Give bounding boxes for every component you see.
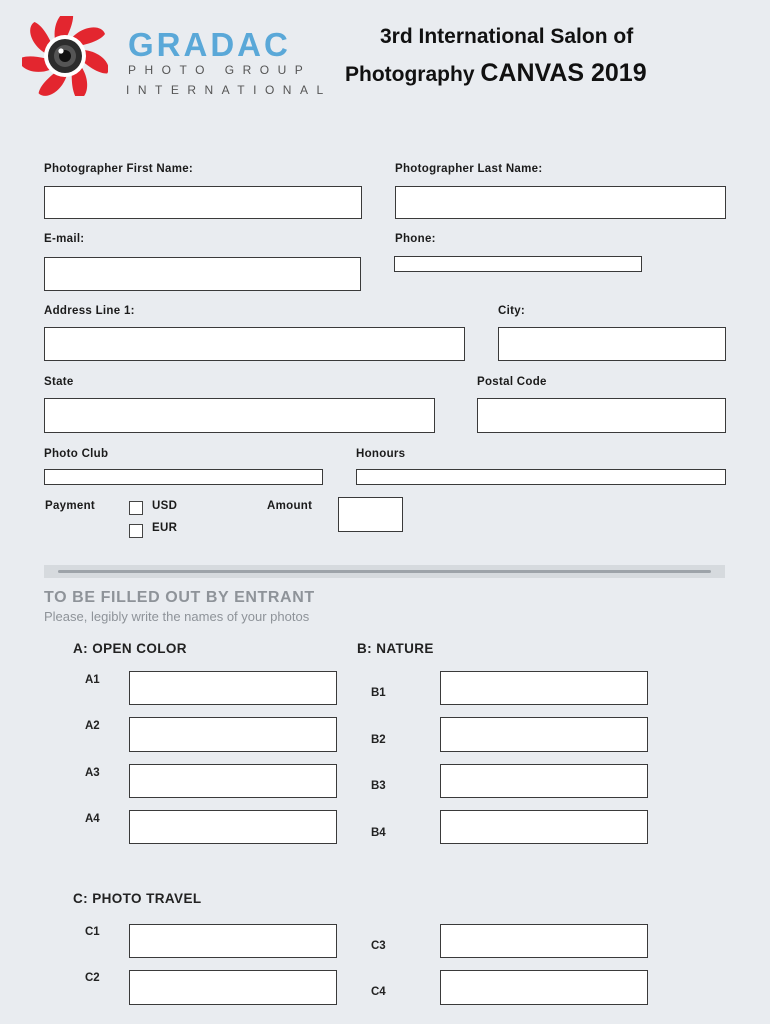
entry-field-c2[interactable] (129, 970, 337, 1005)
state-label: State (44, 376, 74, 388)
page-title-line2 (345, 59, 647, 88)
entry-field-c1[interactable] (129, 924, 337, 958)
entry-code-a3: A3 (85, 767, 100, 779)
entry-code-a2: A2 (85, 720, 100, 732)
entrant-section-subtitle: Please, legibly write the names of your photos (44, 609, 310, 624)
title-salon-name: CANVAS 2019 (480, 59, 647, 87)
aperture-logo-icon (22, 16, 108, 96)
entry-field-b4[interactable] (440, 810, 648, 844)
state-field[interactable] (44, 398, 435, 433)
last-name-label: Photographer Last Name: (395, 163, 543, 175)
eur-checkbox[interactable] (129, 524, 143, 538)
category-b-heading: B: NATURE (357, 641, 434, 656)
entry-code-b2: B2 (371, 734, 386, 746)
category-a-heading: A: OPEN COLOR (73, 641, 187, 656)
city-field[interactable] (498, 327, 726, 361)
photo-club-label: Photo Club (44, 448, 109, 460)
entry-field-c4[interactable] (440, 970, 648, 1005)
entry-code-b4: B4 (371, 827, 386, 839)
postal-code-field[interactable] (477, 398, 726, 433)
entry-code-b1: B1 (371, 687, 386, 699)
title-prefix: Photography (345, 63, 475, 86)
entry-field-b2[interactable] (440, 717, 648, 752)
brand-line1: PHOTO GROUP (128, 63, 312, 77)
logo (22, 16, 108, 96)
last-name-field[interactable] (395, 186, 726, 219)
page-title-line1: 3rd International Salon of (380, 25, 634, 48)
entry-field-b3[interactable] (440, 764, 648, 798)
entry-code-b3: B3 (371, 780, 386, 792)
entry-field-a4[interactable] (129, 810, 337, 844)
brand-line2: INTERNATIONAL (126, 83, 332, 97)
city-label: City: (498, 305, 526, 317)
section-divider (44, 565, 725, 578)
entry-field-a3[interactable] (129, 764, 337, 798)
address-label: Address Line 1: (44, 305, 135, 317)
first-name-field[interactable] (44, 186, 362, 219)
entry-field-a2[interactable] (129, 717, 337, 752)
usd-checkbox[interactable] (129, 501, 143, 515)
brand-name: GRADAC (128, 26, 291, 63)
entry-code-a1: A1 (85, 674, 100, 686)
entry-code-c3: C3 (371, 940, 386, 952)
entrant-section-title: TO BE FILLED OUT BY ENTRANT (44, 589, 315, 606)
entry-field-c3[interactable] (440, 924, 648, 958)
photo-club-field[interactable] (44, 469, 323, 485)
entry-field-a1[interactable] (129, 671, 337, 705)
postal-code-label: Postal Code (477, 376, 547, 388)
eur-label: EUR (152, 522, 178, 534)
first-name-label: Photographer First Name: (44, 163, 194, 175)
email-label: E-mail: (44, 233, 85, 245)
entry-code-c4: C4 (371, 986, 386, 998)
honours-label: Honours (356, 448, 406, 460)
usd-label: USD (152, 500, 178, 512)
address-field[interactable] (44, 327, 465, 361)
entry-code-c2: C2 (85, 972, 100, 984)
amount-label: Amount (267, 500, 313, 512)
phone-field[interactable] (394, 256, 642, 272)
entry-code-c1: C1 (85, 926, 100, 938)
entry-field-b1[interactable] (440, 671, 648, 705)
payment-label: Payment (45, 500, 96, 512)
category-c-heading: C: PHOTO TRAVEL (73, 891, 202, 906)
honours-field[interactable] (356, 469, 726, 485)
entry-code-a4: A4 (85, 813, 100, 825)
amount-field[interactable] (338, 497, 403, 532)
phone-label: Phone: (395, 233, 436, 245)
email-field[interactable] (44, 257, 361, 291)
